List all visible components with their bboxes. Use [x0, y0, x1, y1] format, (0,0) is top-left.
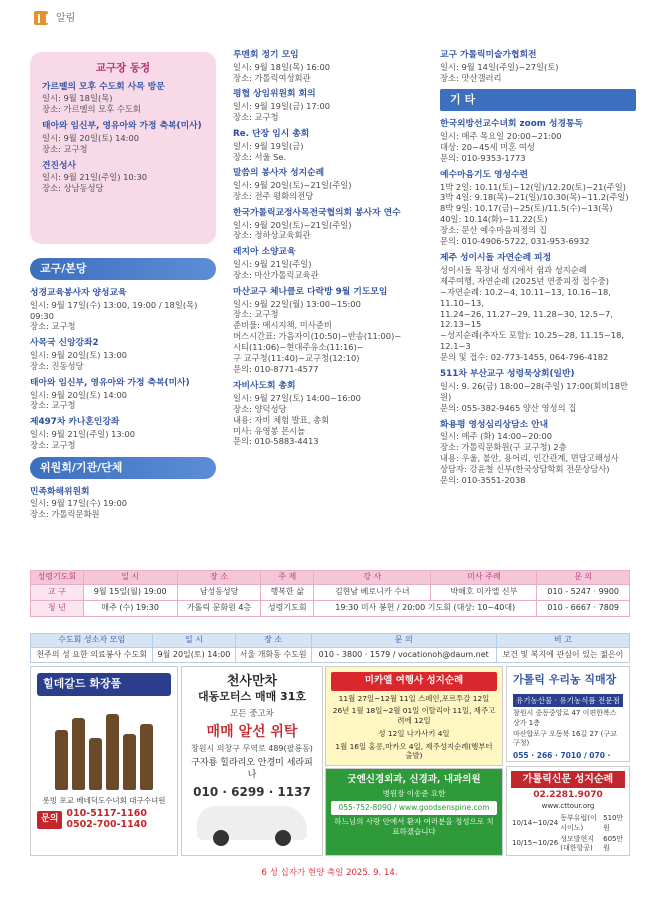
ad3-row: 1월 16일 홍콩,마카오 4일, 제주성지순례(행부터 출발): [335, 741, 493, 761]
event-item: [233, 381, 429, 447]
event-line: 대상: 20~45세 미혼 여성: [440, 142, 535, 153]
ad-hildegard-cosmetics[interactable]: [30, 666, 178, 856]
table-cell: 9월 20일(토) 14:00: [153, 648, 235, 663]
table-header: 미사 주례: [431, 571, 537, 585]
event-line: 일시: 9월 20일(토) 14:00: [30, 389, 128, 400]
bishop-schedule: [30, 52, 216, 244]
ad-daedong-motors[interactable]: [181, 666, 323, 856]
event-line: 일시: 9월 20일(토) 13:00: [30, 350, 128, 361]
event-item: [233, 208, 429, 241]
ad-goodsen-clinic[interactable]: [325, 768, 503, 856]
table-cell: 19:30 미사 봉헌 / 20:00 기도회 (대상: 10~40대): [314, 601, 537, 617]
event-line: 문의 및 접수: 02-773-1455, 064-796-4182: [440, 352, 609, 363]
vocation-table: [30, 633, 630, 663]
ad2-address: 창원시 의창구 무역로 489(팔룡동): [191, 744, 313, 754]
event-line: 문의: 010-3551-2038: [440, 474, 526, 485]
table-cell: 성령기도회: [261, 601, 314, 617]
table-row: [31, 648, 630, 663]
table-cell: 행복한 삶: [261, 585, 314, 601]
event-line: 일시: 9월 19일(금): [233, 140, 304, 151]
event-item: [30, 338, 216, 371]
event-item: [233, 247, 429, 280]
event-line: 구 교구청(11:40)~교구청(12:10): [233, 353, 360, 364]
table-cell: 010 - 6667 · 7809: [537, 601, 630, 617]
diocese-heading: 교구/본당: [30, 258, 216, 280]
table-cell: 천주의 성 요한 의료봉사 수도회: [31, 648, 153, 663]
ad2-sub: 모든 중고차: [230, 708, 274, 719]
event-line: 장소: 교구청: [233, 112, 279, 123]
ad3-row: 성 12일 나가사키 4일: [378, 728, 450, 738]
event-line: 성이시돌 목장내 성지에서 쉼과 성지순례: [440, 264, 587, 275]
event-item: [233, 89, 429, 122]
event-line: 문의: 010-4906-5722, 031-953-6932: [440, 236, 590, 247]
event-line: 장소: 맛산갤러리: [440, 72, 502, 83]
event-line: 장소: 가톨릭여성회관: [233, 72, 311, 83]
event-item: [440, 253, 636, 363]
table-header: 주 제: [261, 571, 314, 585]
event-title: 사목국 신앙강좌2: [30, 338, 99, 349]
event-line: 내용: 자비 체험 발표, 총회: [233, 414, 330, 425]
ad1-note: 롯빙 포교 베네딕도수녀회 대구수녀원: [42, 795, 166, 805]
event-line: 버스시간표: 가음자이(10:50)~반송(11:00)~: [233, 331, 402, 342]
ad5-sub: 유기농산물 · 유기농식품 전문점: [513, 694, 623, 708]
table-cell: 청 년: [31, 601, 84, 617]
event-item: [42, 82, 204, 115]
event-title: 루멘회 정기 모임: [233, 50, 299, 60]
event-item: [233, 129, 429, 162]
event-line: 장소: 전주 평화의전당: [233, 191, 314, 201]
event-line: 제주여행, 자연순례 (2025년 연중피정 접수중): [440, 275, 610, 286]
ad1-tel1: 010-5117-1160: [66, 808, 147, 820]
footer: 6 성 십자가 현양 축일 2025. 9. 14.: [261, 868, 398, 878]
event-line: ~자연순례: 10.2~4, 10.11~13, 10.16~18, 11.10~13,: [440, 286, 611, 308]
bishop-heading: 교구장 동정: [95, 62, 151, 74]
event-item: [440, 170, 636, 247]
ad5-addr2: 마산합포구 오동북 16길 27 (구교구청): [513, 729, 617, 748]
event-item: [42, 161, 204, 194]
event-line: 일시: 9월 18일(목) 16:00: [233, 61, 331, 72]
ad6-cell: [559, 854, 602, 856]
event-title: 화용평 영성심리상담소 안내: [440, 419, 549, 430]
event-line: 일시: 매주 (화) 14:00~20:00: [440, 431, 553, 442]
ad5-tel: 055 · 266 · 7010 / 070 ·: [513, 751, 611, 761]
event-line: 장소: 문산 예수마음피정의 집: [440, 225, 547, 236]
event-line: 40일: 10.14(화)~11.22(토): [440, 214, 548, 225]
car-image: [197, 806, 307, 840]
ad2-tel: 010 · 6299 · 1137: [193, 784, 311, 799]
ad2-brand: 천사만차: [226, 674, 278, 689]
event-line: 시티(11:06)~현대주유소(11:16)~: [233, 342, 364, 353]
event-title: 마산교구 체나클로 다락방 9월 기도모임: [233, 286, 388, 297]
event-title: 견진성사: [42, 160, 76, 171]
event-line: 문의: 010-9353-1773: [440, 152, 526, 163]
event-line: 장소: 교구청: [30, 400, 76, 411]
table-cell: 매주 (수) 19:30: [83, 601, 177, 617]
table-header: 성령기도회: [31, 571, 84, 585]
prayer-meeting-table: [30, 570, 630, 617]
table-header: 문 의: [311, 634, 496, 648]
event-title: 제497차 카나혼인강좌: [30, 417, 120, 428]
event-line: ~성지순례(추자도 포함): 10.25~28, 11.15~18, 12.1~3: [440, 330, 625, 352]
product-image: [37, 704, 171, 790]
ad6-row: [511, 834, 625, 854]
ad2-company: 대동모터스 매매 31호: [198, 690, 306, 704]
table-header: 장 소: [235, 634, 311, 648]
table-header: 일 시: [153, 634, 235, 648]
ad-michael-travel[interactable]: [325, 666, 503, 766]
ad2-service: 매매 알선 위탁: [206, 723, 298, 740]
ad6-cell: 605만원: [603, 834, 624, 852]
diocese-section: [30, 258, 216, 526]
event-line: 장소: 양덕성당: [233, 403, 287, 414]
event-line: 일시: 9월 17일(수) 13:00, 19:00 / 18일(목) 09:30: [30, 299, 198, 321]
ad6-cell: 510만원: [603, 814, 624, 832]
event-line: 일시: 9월 27일(토) 14:00~16:00: [233, 392, 361, 403]
table-header: 강 사: [314, 571, 431, 585]
ad6-cell: 동부유럽(이시이노): [560, 814, 597, 832]
ad6-title: 가톨릭신문 성지순례: [511, 771, 625, 788]
event-line: 일시: 9월 19일(금) 17:00: [233, 101, 331, 112]
event-line: 장소: 진동성당: [30, 360, 84, 371]
event-line: 일시: 9월 17일(수) 19:00: [30, 498, 128, 509]
event-line: 장소: 정하상교육회관: [233, 230, 311, 241]
event-item: [440, 50, 636, 83]
table-cell: 서울 개화동 수도원: [235, 648, 311, 663]
table-cell: 보건 및 복지에 관심이 있는 젊은이: [496, 648, 629, 663]
ad1-title: 힐데갈드 화장품: [37, 673, 171, 696]
ad6-cell: 성모발현지(대한항공): [560, 834, 595, 852]
event-item: [233, 50, 429, 83]
event-title: 말씀의 봉사자 성지순례: [233, 168, 325, 179]
event-title: 교구 가톨릭미술가협회전: [440, 50, 537, 60]
ad5-title: 가톨릭 우리농 직매장: [513, 673, 617, 686]
table-cell: 010 - 5247 · 9900: [537, 585, 630, 601]
event-line: 일시: 9. 26(금) 18:00~28(주일) 17:00(회비18만원): [440, 380, 629, 402]
table-cell: 교 구: [31, 585, 84, 601]
event-line: 준비물: 메시지책, 미사준비: [233, 320, 332, 331]
ad2-names: 구자룡 힐라리오 안경미 세라피나: [191, 757, 313, 780]
event-item: [440, 420, 636, 486]
event-line: 장소: 마산가톨릭교육관: [233, 269, 319, 280]
event-item: [233, 168, 429, 201]
event-line: 장소: 교구청: [233, 309, 279, 320]
ad6-web: www.cttour.org: [541, 802, 595, 811]
event-item: [30, 288, 216, 332]
table-header: 수도회 성소자 모임: [31, 634, 153, 648]
section-logo-icon: [34, 11, 48, 25]
event-line: 일시: 9월 21일(주일) 13:00: [30, 429, 136, 439]
ad5-addr1: 창원시 중동중앙로 47 이편한복스상가 1층: [513, 709, 617, 727]
event-title: 가르멜의 모후 수도회 사목 방문: [42, 81, 165, 92]
event-line: 문의: 010-5883-4413: [233, 436, 319, 447]
event-line: 장소: 가르멜의 모후 수도회: [42, 104, 141, 115]
table-cell: 가톨릭 문화원 4층: [177, 601, 261, 617]
table-cell: 남성동성당: [177, 585, 261, 601]
event-title: 한국외방선교수녀회 zoom 성경통독: [440, 119, 583, 130]
page-title: 알림: [56, 13, 76, 24]
ad6-cell: 10/15~10/26: [512, 839, 559, 848]
table-header: 문 의: [537, 571, 630, 585]
ad4-director: 병원장 이송준 요한: [382, 788, 446, 798]
ad6-cell: [602, 854, 625, 856]
column-c: [440, 50, 636, 492]
event-title: 레지아 소양교육: [233, 247, 296, 258]
table-header: 장 소: [177, 571, 261, 585]
table-row: [31, 585, 630, 601]
event-line: 일시: 9월 20일(토)~21일(주일): [233, 180, 352, 191]
event-line: 일시: 9월 20일(토)~21일(주일): [233, 219, 352, 230]
event-item: [30, 417, 216, 450]
event-line: 문의: 055-382-9465 양산 영성의 집: [440, 402, 577, 413]
ad6-row: [511, 813, 625, 833]
event-item: [233, 287, 429, 375]
header: [0, 0, 659, 38]
ad6-cell: 10/14~10/24: [512, 818, 559, 827]
ad6-cell: [511, 854, 559, 856]
event-line: 장소: 교구청: [30, 321, 76, 332]
ad6-row: [511, 854, 625, 856]
event-line: 장소: 교구청: [42, 143, 88, 154]
event-line: 8박 9일: 10.17(금)~25(토)/11.5(수)~13(목): [440, 203, 613, 214]
ad6-tel: 02.2281.9070: [533, 790, 603, 801]
event-item: [30, 378, 216, 411]
event-line: 일시: 9월 22일(월) 13:00~15:00: [233, 298, 361, 309]
ad1-tel2: 0502-700-1140: [66, 819, 147, 831]
event-item: [42, 121, 204, 154]
event-line: 장소: 가톨릭문화원(구 교구청) 2층: [440, 442, 567, 453]
event-line: 3박 4일: 9.18(목)~21(일)/10.30(목)~11.2(주일): [440, 192, 629, 203]
ad4-contact: 055-752-8090 / www.goodsenspine.com: [331, 801, 497, 815]
ad-woorinong-store[interactable]: [506, 666, 630, 762]
event-line: 일시: 9월 21일(주일) 10:30: [42, 172, 148, 183]
ad3-tel: [331, 765, 497, 766]
table-row: [31, 601, 630, 617]
event-item: [30, 487, 216, 520]
event-line: 장소: 서울 Se.: [233, 151, 287, 162]
event-title: 자비사도회 총회: [233, 381, 296, 392]
event-title: 예수마음기도 영성수련: [440, 169, 529, 180]
ad3-row: 26년 1월 18일~2월 01일 이탈리아 11일, 제주고려에 12일: [332, 706, 496, 726]
event-title: 제주 성이시돌 자연순례 피정: [440, 253, 552, 264]
ad4-title: 굿엔신경외과, 신경과, 내과의원: [347, 774, 481, 785]
table-cell: 박해호 미카엘 신부: [431, 585, 537, 601]
event-line: 장소: 교구청: [30, 439, 76, 450]
event-line: 일시: 9월 20일(토) 14:00: [42, 132, 140, 143]
ad4-slogan: 하느님의 사랑 안에서 환자 여러분을 정성으로 치료하겠습니다: [334, 817, 494, 837]
event-line: 일시: 9월 14일(주일)~27일(토): [440, 61, 559, 72]
event-title: 평협 상임위원회 회의: [233, 89, 316, 100]
event-title: 태아와 임신부, 영유아와 가정 축복(미사): [42, 121, 202, 132]
event-line: 11.24~26, 11.27~29, 11.28~30, 12.5~7, 12.13~15: [440, 308, 613, 330]
event-title: 성경교육봉사자 양성교육: [30, 288, 127, 298]
event-title: 511차 부산교구 성령묵상회(일반): [440, 369, 575, 380]
event-line: 장소: 상남동성당: [42, 183, 104, 194]
table-cell: 9월 15일(월) 19:00: [83, 585, 177, 601]
event-line: 미사: 유영봉 몬시뇰: [233, 425, 306, 436]
event-line: 일시: 9월 21일(주일): [233, 259, 312, 270]
event-line: 1박 2일: 10.11(토)~12(일)/12.20(토)~21(주일): [440, 181, 626, 192]
table-cell: 김현남 베로니카 수녀: [314, 585, 431, 601]
table-header: 비 고: [496, 634, 629, 648]
table-cell: 010 - 3800 · 1579 / vocationoh@daum.net: [311, 648, 496, 663]
committee-heading: 위원회/기관/단체: [30, 457, 216, 479]
table-header: 일 시: [83, 571, 177, 585]
event-title: 민족화해위원회: [30, 486, 90, 497]
event-line: 내용: 우울, 불안, 용어리, 인간관계, 면담고해성사: [440, 453, 619, 464]
event-line: 장소: 가톨릭문화원: [30, 509, 100, 520]
ad3-title: 미카엘 여행사 성지순례: [331, 672, 497, 691]
event-item: [440, 369, 636, 413]
event-line: 일시: 매주 목요일 20:00~21:00: [440, 131, 562, 142]
event-line: 일시: 9월 18일(목): [42, 93, 113, 104]
ad-catholic-times-pilgrimage[interactable]: [506, 766, 630, 856]
ad3-row: 11월 27일~12월 11일 스페인,포르투갈 12일: [338, 693, 490, 703]
event-title: 태아와 임신부, 영유아와 가정 축복(미사): [30, 377, 190, 388]
event-line: 문의: 010-8771-4577: [233, 364, 319, 375]
event-line: 상담자: 강윤철 신부(한국상담학회 전문상담사): [440, 464, 610, 475]
event-title: Re. 단장 임시 총회: [233, 128, 310, 139]
event-item: [440, 119, 636, 163]
ad1-contact-label: 문의: [37, 811, 62, 829]
column-b: [233, 50, 429, 453]
etc-heading: 기 타: [440, 89, 636, 111]
event-title: 한국가톨릭교정사목전국협의회 봉사자 연수: [233, 207, 401, 218]
